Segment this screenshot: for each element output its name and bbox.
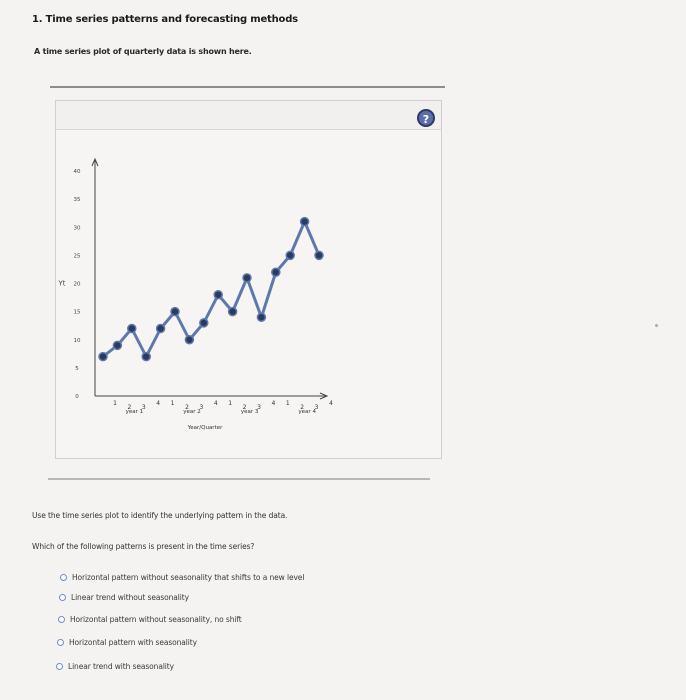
data-point bbox=[214, 291, 222, 299]
data-point bbox=[157, 325, 165, 333]
y-tick-label: 40 bbox=[73, 169, 81, 175]
series-line bbox=[103, 222, 319, 357]
radio-button[interactable] bbox=[57, 639, 64, 646]
option-horizontal-shift[interactable] bbox=[60, 573, 304, 582]
option-label: Linear trend with seasonality bbox=[68, 662, 174, 671]
option-horizontal-no-shift[interactable] bbox=[58, 615, 242, 624]
radio-button[interactable] bbox=[58, 616, 65, 623]
y-tick-label: 25 bbox=[73, 253, 81, 260]
data-point bbox=[315, 251, 323, 259]
year-label: year 4 bbox=[298, 409, 316, 415]
x-tick-label: 2 bbox=[300, 404, 305, 411]
year-label: year 1 bbox=[125, 409, 144, 415]
data-point bbox=[286, 251, 294, 259]
option-label: Horizontal pattern without seasonality that shifts to a new level bbox=[72, 573, 305, 582]
y-tick-label: 35 bbox=[73, 197, 81, 204]
data-point bbox=[99, 353, 107, 361]
data-point bbox=[128, 325, 136, 333]
option-horizontal-seasonality[interactable] bbox=[57, 638, 197, 647]
x-tick-label: 2 bbox=[127, 404, 132, 411]
x-tick-label: 4 bbox=[213, 400, 218, 407]
y-tick-label: 20 bbox=[73, 281, 81, 288]
option-label: Horizontal pattern with seasonality bbox=[69, 638, 197, 647]
data-point bbox=[142, 353, 150, 361]
y-tick-label: 10 bbox=[73, 337, 81, 344]
data-point bbox=[301, 218, 309, 226]
page-title: 1. Time series patterns and forecasting methods bbox=[32, 14, 298, 25]
help-button[interactable]: ? bbox=[417, 109, 435, 127]
x-tick-label: 4 bbox=[329, 400, 333, 407]
x-tick-label: 3 bbox=[199, 404, 204, 411]
question-prompt: Which of the following patterns is present in the time series? bbox=[32, 542, 255, 551]
y-tick-label: 5 bbox=[75, 365, 79, 372]
radio-button[interactable] bbox=[56, 663, 63, 670]
data-point bbox=[272, 268, 280, 276]
divider-bottom bbox=[48, 478, 430, 480]
y-tick-label: 15 bbox=[73, 309, 81, 316]
question-instruction: Use the time series plot to identify the underlying pattern in the data. bbox=[32, 511, 288, 520]
data-point bbox=[257, 313, 265, 321]
x-tick-label: 4 bbox=[156, 400, 161, 407]
year-label: year 2 bbox=[183, 409, 201, 415]
data-point bbox=[200, 319, 208, 327]
x-tick-label: 1 bbox=[170, 400, 175, 407]
option-label: Horizontal pattern without seasonality, no shift bbox=[70, 615, 242, 624]
x-tick-label: 3 bbox=[257, 404, 261, 411]
x-axis-label: Year/Quarter bbox=[187, 425, 223, 431]
x-tick-label: 1 bbox=[113, 400, 117, 407]
x-tick-label: 2 bbox=[185, 404, 189, 411]
radio-button[interactable] bbox=[60, 574, 67, 581]
radio-button[interactable] bbox=[59, 594, 66, 601]
x-tick-label: 2 bbox=[242, 404, 247, 411]
y-axis-label: Yt bbox=[58, 279, 66, 288]
option-label: Linear trend without seasonality bbox=[71, 593, 189, 602]
y-tick-label: 0 bbox=[75, 394, 79, 400]
intro-text: A time series plot of quarterly data is shown here. bbox=[34, 47, 252, 56]
x-tick-label: 3 bbox=[141, 404, 146, 411]
y-tick-label: 30 bbox=[73, 225, 81, 232]
data-point bbox=[185, 336, 193, 344]
x-tick-label: 3 bbox=[314, 404, 319, 411]
option-linear-seasonality[interactable] bbox=[56, 662, 174, 671]
data-point bbox=[171, 308, 179, 316]
x-tick-label: 1 bbox=[228, 400, 233, 407]
x-tick-label: 4 bbox=[271, 400, 276, 407]
decorative-dot bbox=[655, 324, 658, 327]
data-point bbox=[229, 308, 237, 316]
data-point bbox=[113, 341, 121, 349]
x-tick-label: 1 bbox=[285, 400, 290, 407]
option-linear-no-seasonality[interactable] bbox=[59, 593, 189, 602]
data-point bbox=[243, 274, 251, 282]
year-label: year 3 bbox=[240, 409, 259, 415]
